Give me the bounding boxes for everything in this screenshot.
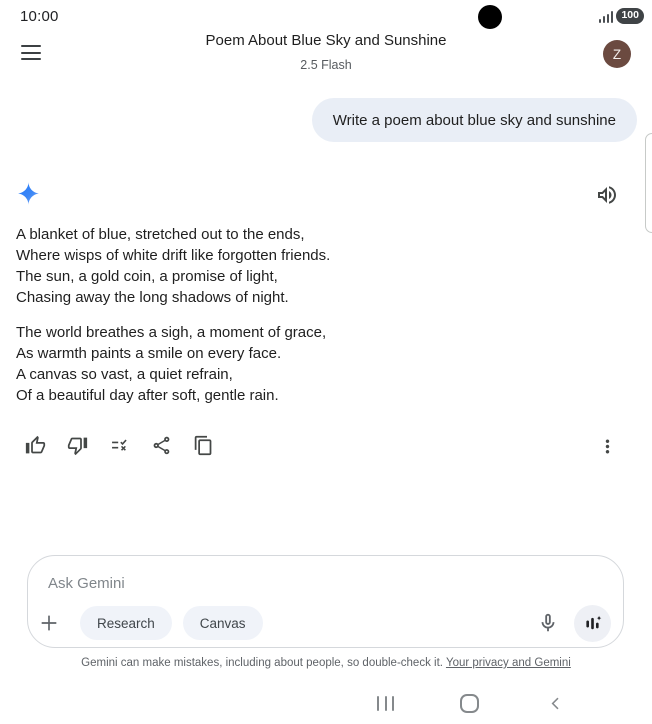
camera-punch-hole bbox=[478, 5, 502, 29]
signal-strength-icon bbox=[599, 11, 614, 23]
mic-icon[interactable] bbox=[537, 612, 559, 634]
prompt-input[interactable]: Ask Gemini bbox=[48, 575, 125, 592]
user-message-bubble: Write a poem about blue sky and sunshine bbox=[312, 98, 637, 142]
more-icon[interactable] bbox=[597, 436, 618, 457]
model-name[interactable]: 2.5 Flash bbox=[300, 58, 352, 72]
poem-stanza bbox=[16, 322, 330, 406]
privacy-link[interactable]: Your privacy and Gemini bbox=[445, 657, 571, 669]
disclaimer-text: Gemini can make mistakes, including about people, so double-check it. bbox=[81, 657, 446, 669]
double-check-icon[interactable] bbox=[109, 435, 130, 456]
gemini-sparkle-icon bbox=[17, 182, 40, 205]
chip-label: Canvas bbox=[199, 615, 246, 631]
response-actions bbox=[25, 435, 214, 456]
nav-recents-icon[interactable] bbox=[377, 696, 394, 711]
poem-line: Of a beautiful day after soft, gentle rain. bbox=[16, 387, 279, 404]
poem-line: The world breathes a sigh, a moment of grace, bbox=[16, 324, 327, 341]
nav-back-icon[interactable] bbox=[547, 695, 564, 712]
thumbs-down-icon[interactable] bbox=[67, 435, 88, 456]
nav-home-icon[interactable] bbox=[460, 694, 479, 713]
poem-line: As warmth paints a smile on every face. bbox=[16, 345, 282, 362]
poem-line: A canvas so vast, a quiet refrain, bbox=[16, 366, 233, 383]
scrollbar[interactable] bbox=[645, 133, 652, 233]
poem-line: Chasing away the long shadows of night. bbox=[16, 289, 289, 306]
research-chip[interactable] bbox=[80, 606, 172, 640]
poem-line: Where wisps of white drift like forgotten friends. bbox=[16, 247, 331, 264]
input-toolbar bbox=[38, 605, 611, 641]
speaker-icon[interactable] bbox=[595, 183, 619, 207]
live-icon bbox=[582, 613, 603, 634]
poem-line: The sun, a gold coin, a promise of light, bbox=[16, 268, 278, 285]
poem-stanza bbox=[16, 224, 330, 308]
chip-label: Research bbox=[97, 615, 155, 631]
page-title: Poem About Blue Sky and Sunshine bbox=[205, 32, 447, 49]
gemini-live-button[interactable] bbox=[574, 605, 611, 642]
plus-icon[interactable] bbox=[38, 612, 60, 634]
canvas-chip[interactable] bbox=[183, 606, 263, 640]
share-icon[interactable] bbox=[151, 435, 172, 456]
copy-icon[interactable] bbox=[193, 435, 214, 456]
poem-line: A blanket of blue, stretched out to the ends, bbox=[16, 226, 305, 243]
gemini-response bbox=[16, 224, 330, 420]
battery-indicator: 100 bbox=[616, 8, 644, 24]
thumbs-up-icon[interactable] bbox=[25, 435, 46, 456]
avatar[interactable]: Z bbox=[603, 40, 631, 68]
clock: 10:00 bbox=[20, 8, 59, 25]
disclaimer bbox=[0, 657, 652, 669]
